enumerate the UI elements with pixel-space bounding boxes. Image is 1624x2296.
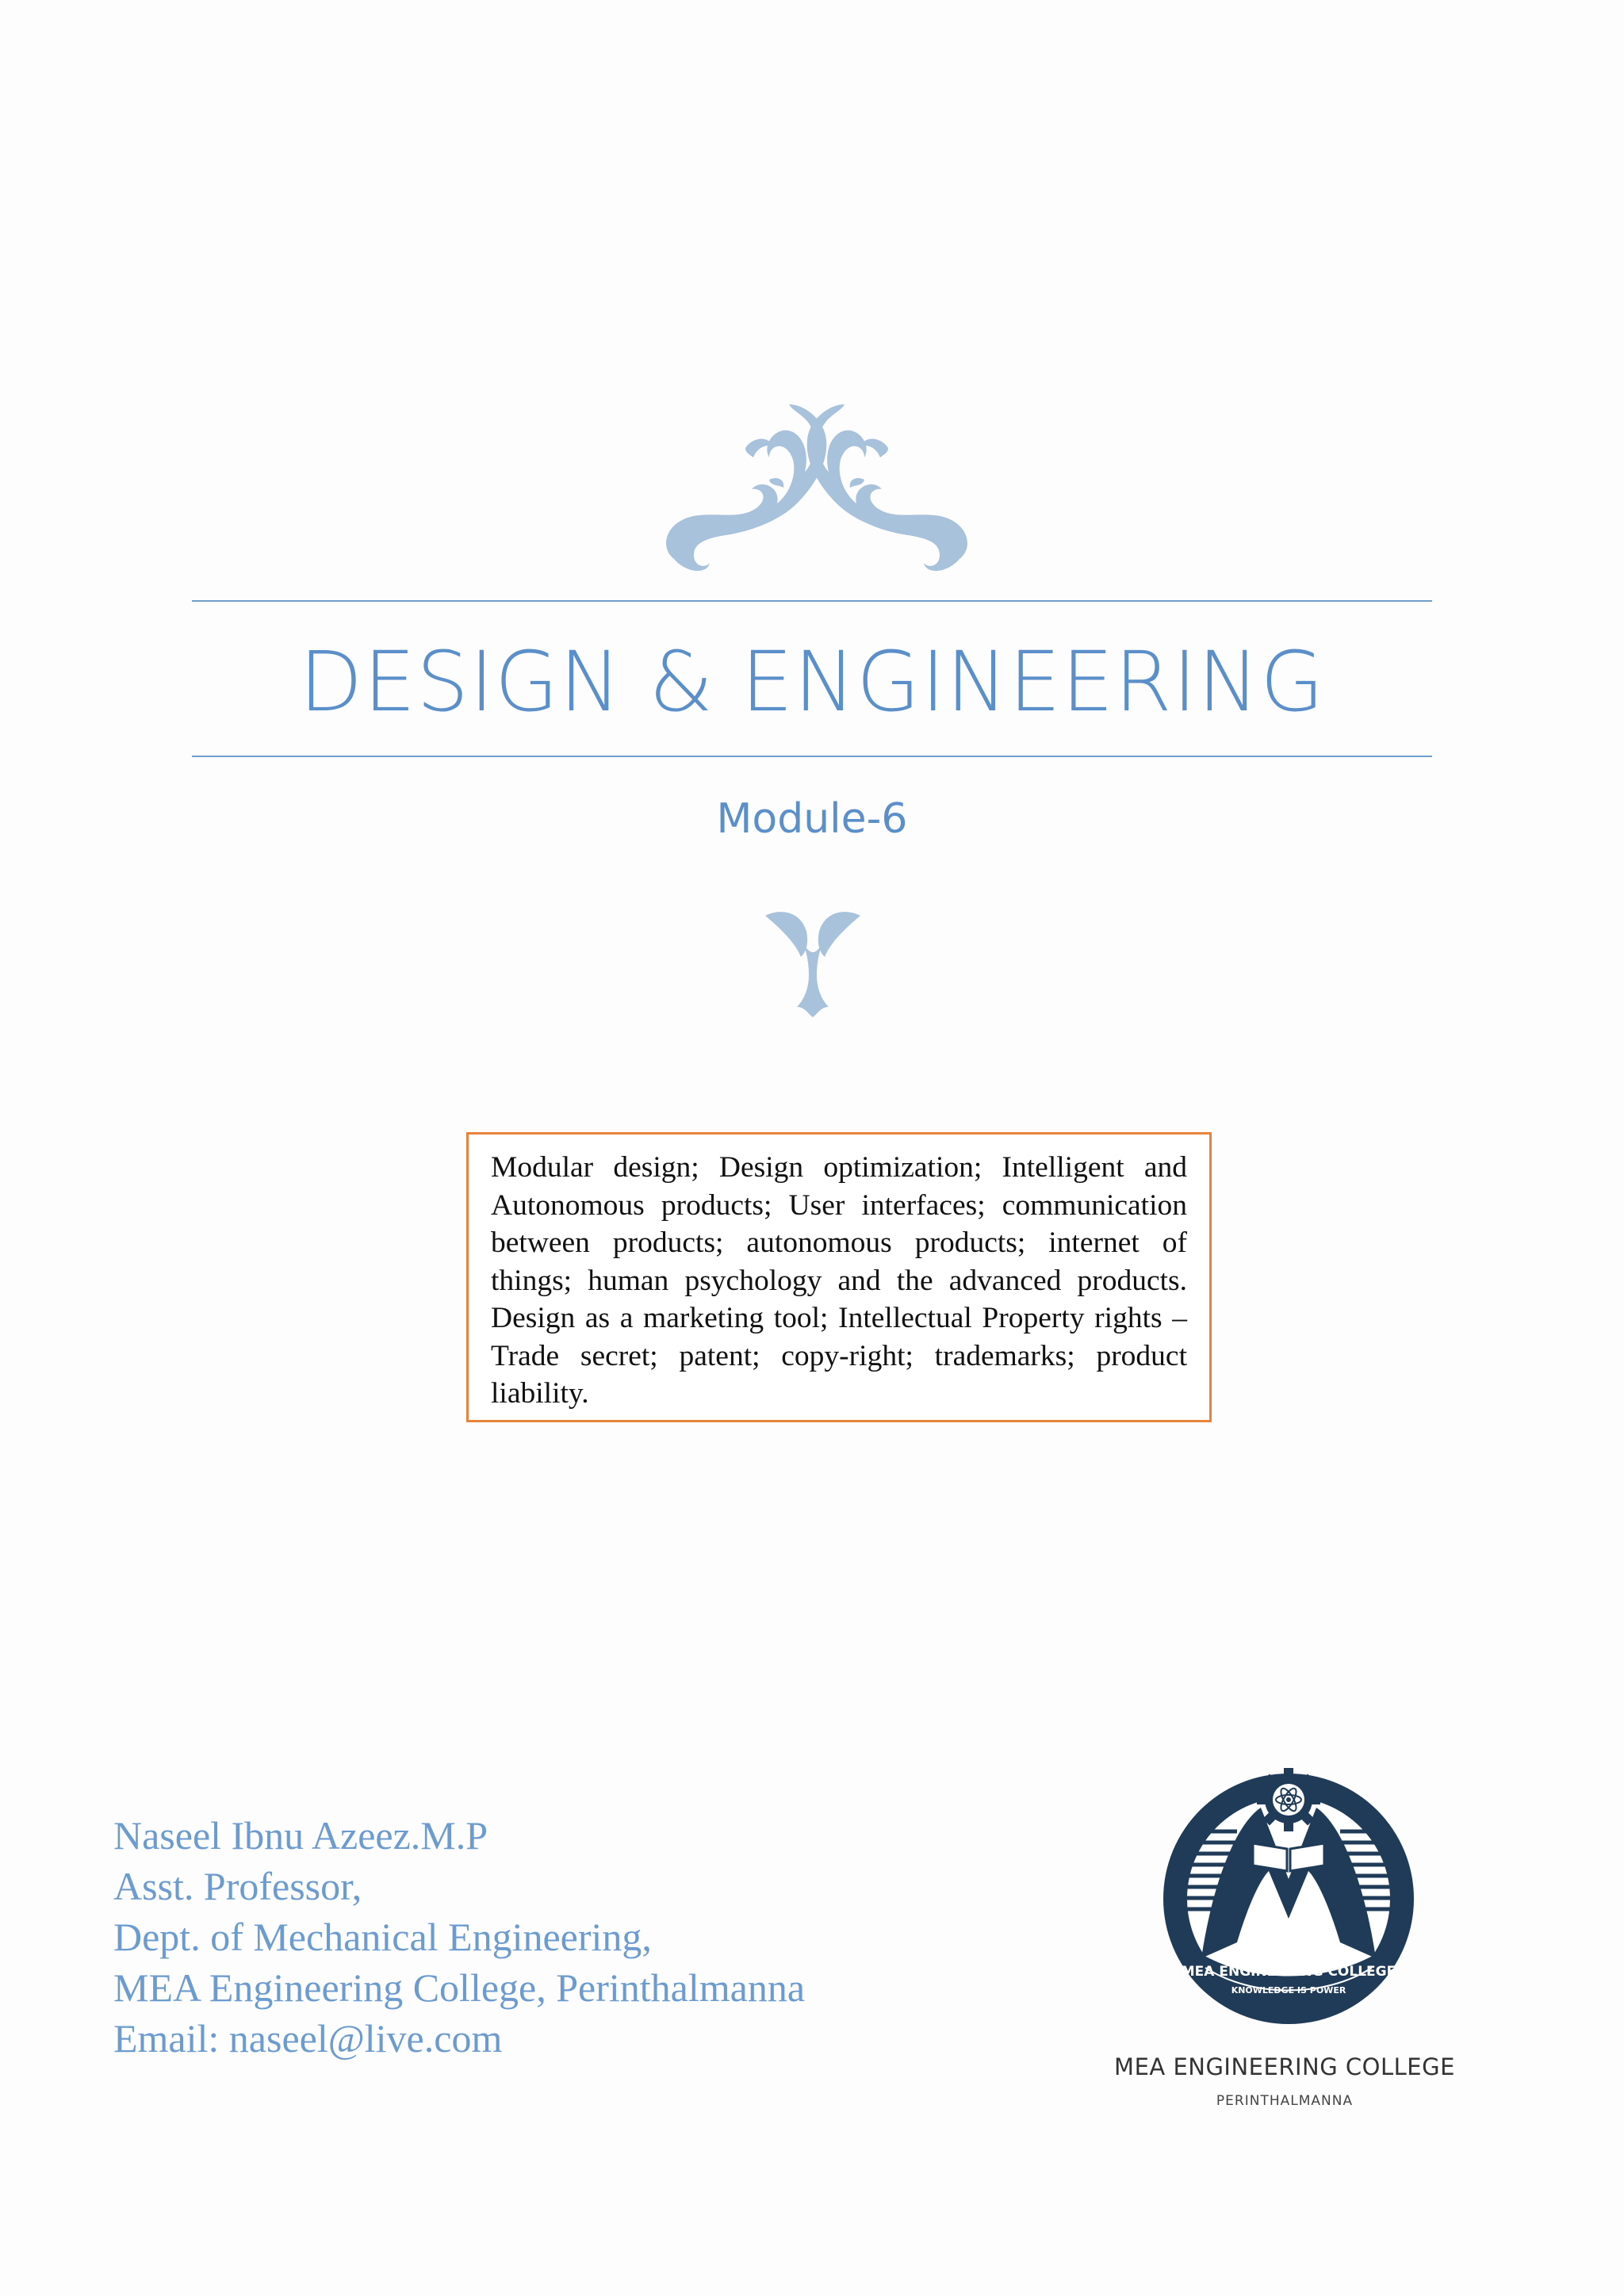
document-title: DESIGN & ENGINEERING [299,633,1325,730]
author-block [113,1810,986,2064]
syllabus-box [466,1132,1212,1422]
author-department: Dept. of Mechanical Engineering, [113,1915,652,1959]
author-college: MEA Engineering College, Perinthalmanna [113,1965,806,2010]
author-designation: Asst. Professor, [113,1864,362,1908]
logo-banner-text: MEA ENGINEERING COLLEGE [1181,1964,1396,1980]
logo-motto: KNOWLEDGE IS POWER [1231,1985,1346,1996]
logo-college-name: MEA ENGINEERING COLLEGE [1114,2053,1455,2080]
college-logo-icon [1158,1760,1419,2053]
author-email: Email: naseel@live.com [113,2016,503,2061]
author-name: Naseel Ibnu Azeez.M.P [113,1813,488,1858]
logo-college-place: PERINTHALMANNA [1216,2093,1354,2109]
floral-ornament-top-icon [650,400,983,579]
title-rule-bottom [192,756,1432,757]
module-subtitle: Module-6 [716,795,908,843]
floral-ornament-middle-icon [765,908,860,1019]
syllabus-text: Modular design; Design optimization; Intelligent and Autonomous products; User interfaces; communication between products; autonomous products; internet of things; human psychology and the advanced products. Design as a marketing tool; Intellectual Property rights – Trade secret; patent; copy-right; trademarks; product liability. [491,1151,1187,1410]
title-rule-top [192,600,1432,602]
